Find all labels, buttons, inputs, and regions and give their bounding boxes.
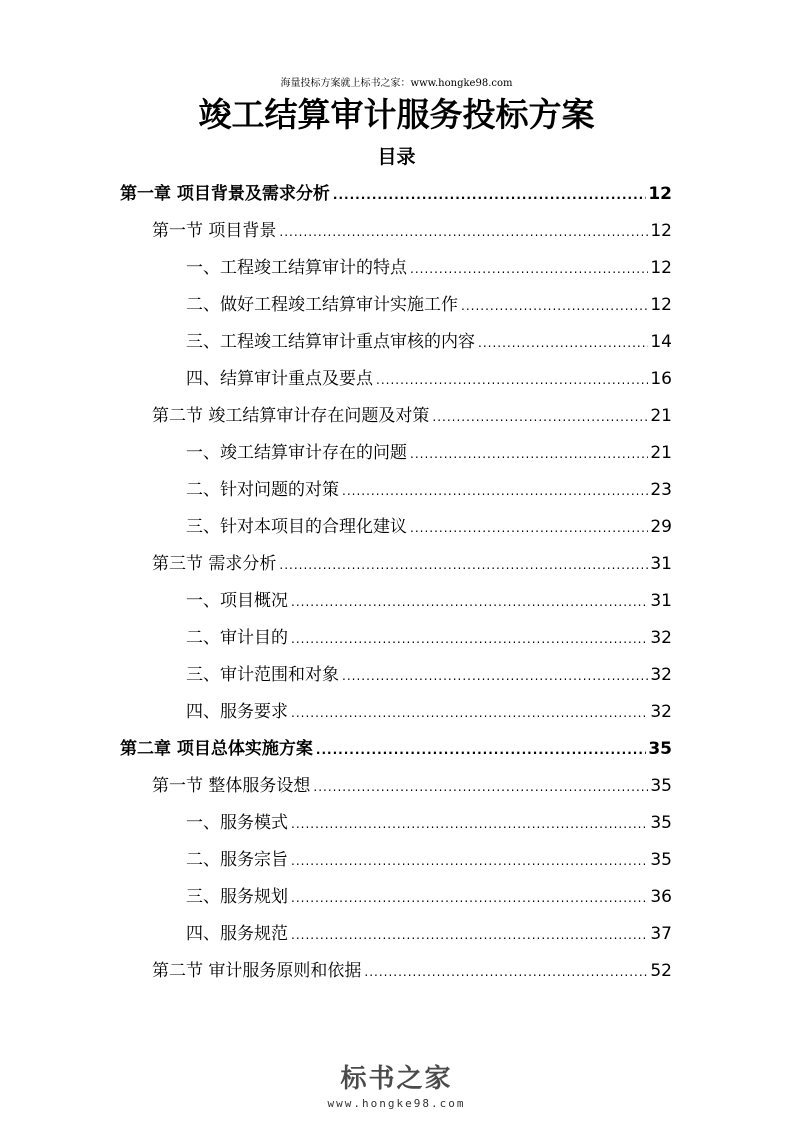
toc-entry-subsection[interactable]	[186, 435, 672, 472]
toc-entry-page: 12	[650, 221, 672, 241]
toc-entry-section[interactable]	[152, 213, 672, 250]
toc-entry-label: 第二章 项目总体实施方案	[120, 739, 313, 759]
toc-entry-label: 四、服务规范	[186, 924, 288, 944]
toc-entry-page: 21	[650, 443, 672, 463]
toc-leader-dots	[333, 177, 646, 214]
toc-entry-label: 二、针对问题的对策	[186, 480, 339, 500]
toc-leader-dots	[342, 658, 648, 695]
toc-entry-page: 35	[650, 776, 672, 796]
toc-leader-dots	[279, 214, 648, 251]
toc-entry-label: 三、审计范围和对象	[186, 665, 339, 685]
toc-entry-subsection[interactable]	[186, 805, 672, 842]
toc-entry-page: 31	[650, 591, 672, 611]
toc-entry-label: 一、工程竣工结算审计的特点	[186, 258, 407, 278]
toc-entry-page: 12	[650, 295, 672, 315]
toc-leader-dots	[316, 732, 646, 769]
toc-entry-label: 第三节 需求分析	[152, 554, 277, 574]
toc-leader-dots	[410, 251, 648, 288]
toc-leader-dots	[279, 547, 648, 584]
toc-leader-dots	[364, 954, 648, 991]
toc-entry-page: 35	[650, 813, 672, 833]
toc-leader-dots	[291, 806, 648, 843]
toc-entry-subsection[interactable]	[186, 694, 672, 731]
toc-leader-dots	[478, 325, 648, 362]
footer-url[interactable]: www.hongke98.com	[327, 1097, 466, 1110]
toc-entry-subsection[interactable]	[186, 657, 672, 694]
toc-leader-dots	[410, 510, 648, 547]
toc-entry-page: 37	[650, 924, 672, 944]
toc-entry-page: 12	[648, 184, 672, 204]
toc-entry-label: 一、项目概况	[186, 591, 288, 611]
toc-entry-subsection[interactable]	[186, 620, 672, 657]
toc-entry-page: 23	[650, 480, 672, 500]
toc-entry-page: 31	[650, 554, 672, 574]
toc-leader-dots	[376, 362, 648, 399]
toc-entry-page: 16	[650, 369, 672, 389]
toc-entry-label: 第一节 整体服务设想	[152, 776, 311, 796]
toc-entry-label: 二、服务宗旨	[186, 850, 288, 870]
toc-entry-subsection[interactable]	[186, 250, 672, 287]
toc-entry-label: 一、竣工结算审计存在的问题	[186, 443, 407, 463]
toc-entry-subsection[interactable]	[186, 879, 672, 916]
toc-entry-page: 32	[650, 702, 672, 722]
toc-entry-label: 第二节 竣工结算审计存在问题及对策	[152, 406, 430, 426]
toc-entry-label: 第一章 项目背景及需求分析	[120, 184, 330, 204]
toc-entry-subsection[interactable]	[186, 583, 672, 620]
toc-entry-page: 35	[648, 739, 672, 759]
toc-entry-page: 29	[650, 517, 672, 537]
toc-entry-page: 35	[650, 850, 672, 870]
toc-entry-section[interactable]	[152, 768, 672, 805]
toc-entry-subsection[interactable]	[186, 361, 672, 398]
toc-entry-section[interactable]	[152, 953, 672, 990]
toc-entry-label: 一、服务模式	[186, 813, 288, 833]
toc-entry-chapter[interactable]	[120, 731, 672, 768]
toc-entry-chapter[interactable]	[120, 176, 672, 213]
toc-entry-label: 二、审计目的	[186, 628, 288, 648]
toc-leader-dots	[432, 399, 648, 436]
toc-entry-label: 三、服务规划	[186, 887, 288, 907]
toc-entry-subsection[interactable]	[186, 509, 672, 546]
toc-leader-dots	[291, 880, 648, 917]
toc-entry-section[interactable]	[152, 546, 672, 583]
toc-leader-dots	[291, 843, 648, 880]
toc-leader-dots	[291, 695, 648, 732]
toc-leader-dots	[313, 769, 648, 806]
toc-entry-label: 四、结算审计重点及要点	[186, 369, 373, 389]
toc-leader-dots	[342, 473, 648, 510]
toc-leader-dots	[461, 288, 648, 325]
footer-logo: 标书之家	[340, 1064, 453, 1094]
toc-leader-dots	[291, 917, 648, 954]
toc-leader-dots	[291, 621, 648, 658]
toc-entry-subsection[interactable]	[186, 324, 672, 361]
toc-entry-label: 二、做好工程竣工结算审计实施工作	[186, 295, 458, 315]
toc-entry-page: 36	[650, 887, 672, 907]
toc-title: 目录	[377, 146, 416, 168]
document-title: 竣工结算审计服务投标方案	[198, 95, 595, 134]
toc-entry-page: 14	[650, 332, 672, 352]
header-note: 海量投标方案就上标书之家：www.hongke98.com	[280, 78, 513, 89]
toc-leader-dots	[291, 584, 648, 621]
toc-entry-page: 32	[650, 628, 672, 648]
toc-entry-label: 三、针对本项目的合理化建议	[186, 517, 407, 537]
toc-entry-subsection[interactable]	[186, 842, 672, 879]
toc-entry-page: 52	[650, 961, 672, 981]
toc-leader-dots	[410, 436, 648, 473]
toc-entry-page: 21	[650, 406, 672, 426]
toc-entry-label: 四、服务要求	[186, 702, 288, 722]
toc-entry-label: 第一节 项目背景	[152, 221, 277, 241]
toc-entry-page: 12	[650, 258, 672, 278]
toc-entry-label: 三、工程竣工结算审计重点审核的内容	[186, 332, 475, 352]
toc-entry-subsection[interactable]	[186, 287, 672, 324]
toc-entry-label: 第二节 审计服务原则和依据	[152, 961, 362, 981]
toc-entry-section[interactable]	[152, 398, 672, 435]
toc-entry-subsection[interactable]	[186, 472, 672, 509]
toc-entry-subsection[interactable]	[186, 916, 672, 953]
toc-entry-page: 32	[650, 665, 672, 685]
